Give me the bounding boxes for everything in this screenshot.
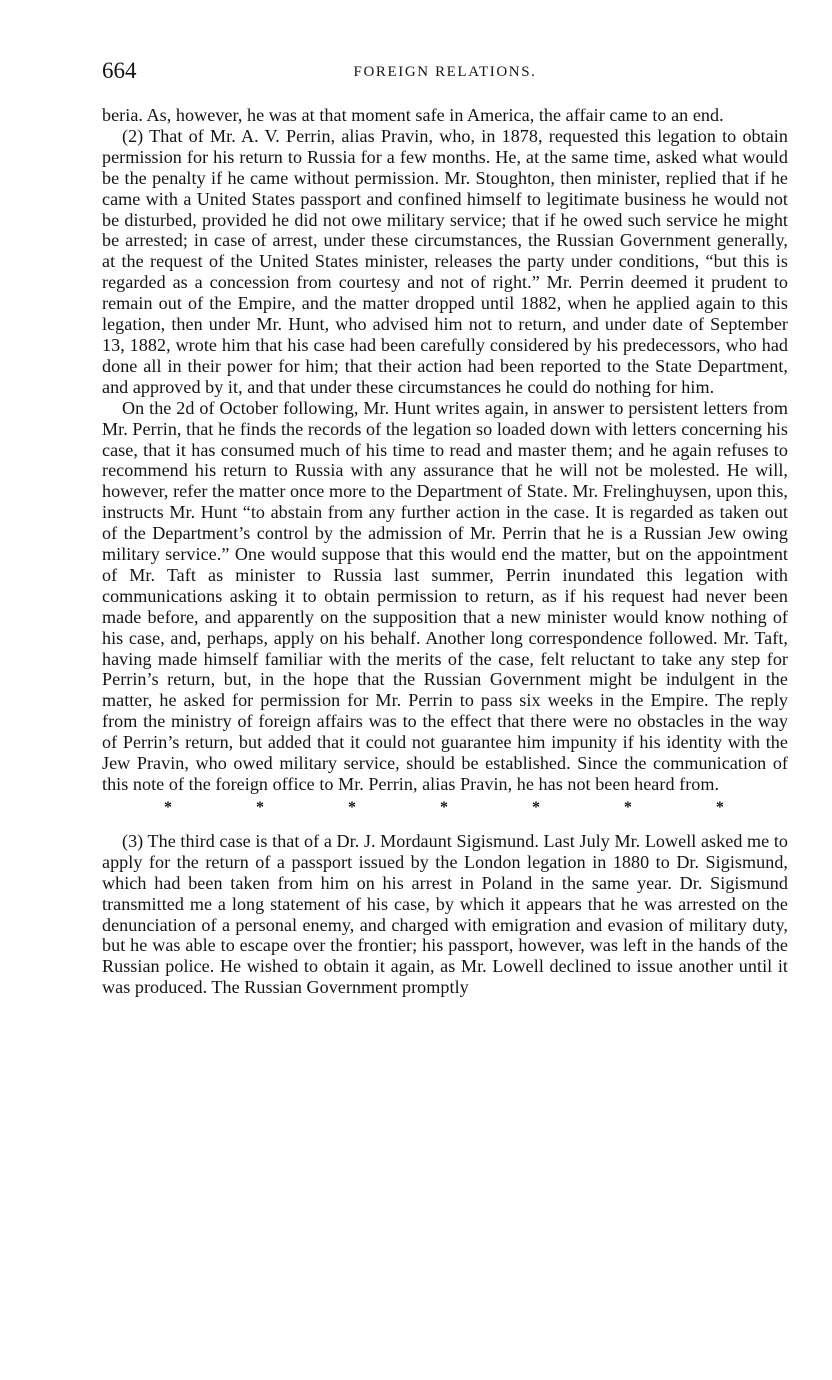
paragraph-continuation: beria. As, however, he was at that moment safe in America, the affair came to an end. bbox=[102, 105, 724, 125]
running-head: FOREIGN RELATIONS. bbox=[353, 64, 537, 80]
asterisk: * bbox=[623, 798, 632, 816]
body-text bbox=[102, 105, 788, 998]
asterisk: * bbox=[164, 798, 173, 816]
asterisk: * bbox=[255, 798, 265, 816]
paragraph-case-2: (2) That of Mr. A. V. Perrin, alias Pravin, who, in 1878, requested this legation to obtain permission for his return to Russia for a few months. He, at the same time, asked what would be the penalty if he came without permission. Mr. Stoughton, then minister, replied that if he came with a United States passport and confined himself to legitimate business he would not be disturbed, provided he did not owe military service; that if he owed such service he might be arrested; in case of arrest, under these circumstances, the Russian Government generally, at the request of the United States minister, releases the party under conditions, “but this is regarded as a concession from courtesy and not of right.” Mr. Perrin deemed it prudent to remain out of the Empire, and the matter dropped until 1882, when he applied again to this legation, then under Mr. Hunt, who advised him not to return, and under date of September 13, 1882, wrote him that his case had been carefully considered by his predecessors, who had done all in their power for him; that their action had been reported to the State Department, and approved by it, and that under these circumstances he could do nothing for him. bbox=[102, 125, 788, 397]
page-header bbox=[102, 56, 788, 86]
asterisk: * bbox=[439, 798, 449, 816]
paragraph-october: On the 2d of October following, Mr. Hunt writes again, in answer to persistent letters from Mr. Perrin, that he finds the records of the legation so loaded down with letters concerning his case, that it has consumed much of his time to read and master them; and he again refuses to recommend his return to Russia with any assurance that he will not be molested. He will, however, refer the matter once more to the Department of State. Mr. Frelinghuysen, upon this, instructs Mr. Hunt “to abstain from any further action in the case. It is regarded as taken out of the Department’s control by the admission of Mr. Perrin that he is a Russian Jew owing military service.” One would suppose that this would end the matter, but on the appointment of Mr. Taft as minister to Russia last summer, Perrin inundated this legation with communications asking it to obtain permission to return, as if his request had never been made before, and apparently on the supposition that a new minister would know nothing of his case, and, perhaps, apply on his behalf. Another long correspondence followed. Mr. Taft, having made himself familiar with the merits of the case, felt reluctant to take any step for Perrin’s return, but, in the hope that the Russian Government might be indulgent in the matter, he asked for permission for Mr. Perrin to pass six weeks in the Empire. The reply from the ministry of foreign affairs was to the effect that there were no obstacles in the way of Perrin’s return, but added that it could not guarantee him impunity if his identity with the Jew Pravin, who owed military service, should be established. Since the communication of this note of the foreign office to Mr. Perrin, alias Pravin, he has not been heard from. bbox=[102, 397, 788, 794]
paragraph-case-3: (3) The third case is that of a Dr. J. Mordaunt Sigismund. Last July Mr. Lowell asked me to apply for the return of a passport issued by the London legation in 1880 to Dr. Sigismund, which had been taken from him on his arrest in Poland in the same year. Dr. Sigismund transmitted me a long statement of his case, by which it appears that he was arrested on the denunciation of a personal enemy, and charged with emigration and evasion of military duty, but he was able to escape over the frontier; his passport, however, was left in the hands of the Russian police. He wished to obtain it again, as Mr. Lowell declined to issue another until it was produced. The Russian Government promptly bbox=[102, 830, 788, 998]
page-number: 664 bbox=[102, 58, 137, 83]
asterisk: * bbox=[531, 798, 540, 816]
section-gap bbox=[102, 820, 788, 831]
asterisk: * bbox=[347, 798, 357, 816]
asterisk-separator bbox=[102, 795, 788, 820]
asterisk: * bbox=[715, 798, 724, 816]
